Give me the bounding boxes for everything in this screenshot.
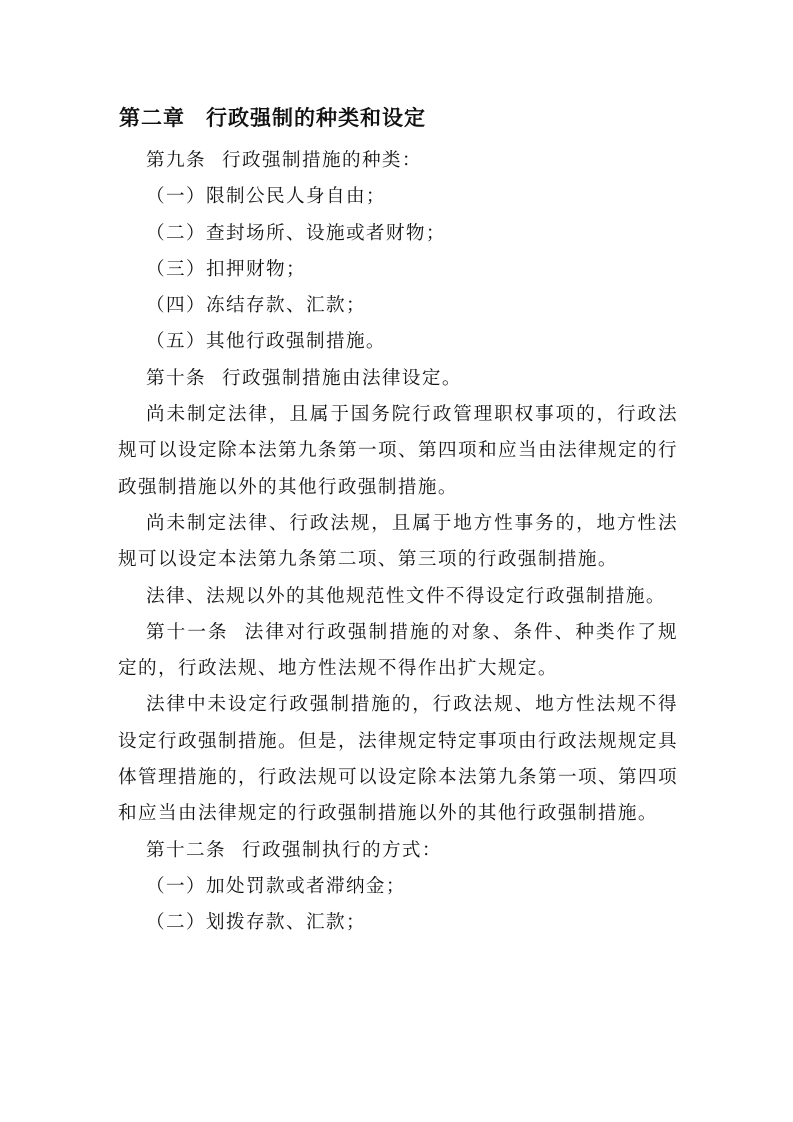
article-text: 行政强制措施由法律设定。	[221, 367, 462, 389]
article-11	[118, 615, 678, 688]
body-paragraph: 法律中未设定行政强制措施的，行政法规、地方性法规不得设定行政强制措施。但是，法律规定特定事项由行政法规规定具体管理措施的，行政法规可以设定除本法第九条第一项、第四项和应当由法律规定的行政强制措施以外的其他行政强制措施。	[118, 694, 678, 825]
list-item: （二）查封场所、设施或者财物；	[146, 222, 446, 244]
article-text: 行政强制措施的种类：	[221, 150, 422, 171]
article-label: 第十一条	[146, 621, 229, 643]
list-item: （一）加处罚款或者滞纳金；	[146, 875, 406, 897]
body-paragraph: 尚未制定法律，且属于国务院行政管理职权事项的，行政法规可以设定除本法第九条第一项、第四项和应当由法律规定的行政强制措施以外的其他行政强制措施。	[118, 404, 678, 498]
list-item: （一）限制公民人身自由；	[146, 186, 386, 208]
document-body	[118, 143, 678, 942]
list-item: （三）扣押财物；	[146, 258, 306, 280]
article-text: 法律对行政强制措施的对象、条件、种类作了规定的，行政法规、地方性法规不得作出扩大规定。	[118, 621, 678, 680]
article-label: 第九条	[146, 150, 206, 171]
list-item: （四）冻结存款、汇款；	[146, 295, 366, 317]
chapter-number: 第二章	[119, 106, 185, 130]
chapter-heading	[119, 104, 426, 132]
chapter-title: 行政强制的种类和设定	[206, 106, 426, 130]
list-item: （二）划拨存款、汇款；	[146, 912, 366, 934]
article-9	[118, 143, 678, 179]
body-paragraph: 法律、法规以外的其他规范性文件不得设定行政强制措施。	[146, 585, 666, 607]
body-paragraph: 尚未制定法律、行政法规，且属于地方性事务的，地方性法规可以设定本法第九条第二项、第三项的行政强制措施。	[118, 512, 678, 571]
list-item: （五）其他行政强制措施。	[146, 331, 386, 353]
article-label: 第十条	[146, 367, 206, 389]
article-10	[118, 361, 678, 397]
article-label: 第十二条	[146, 839, 226, 861]
article-text: 行政强制执行的方式：	[241, 839, 442, 861]
article-12	[118, 833, 678, 869]
